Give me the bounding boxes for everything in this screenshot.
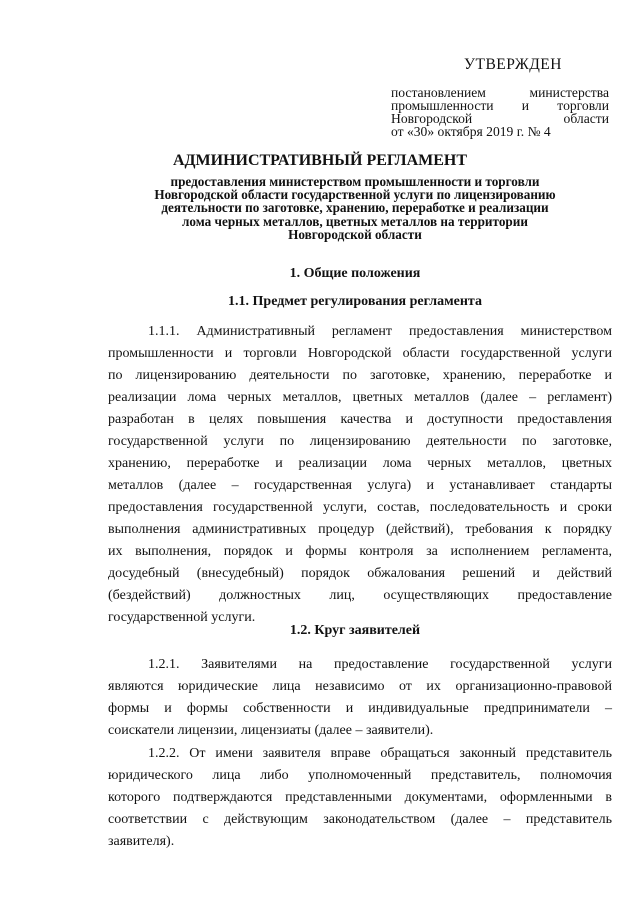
approval-line: Новгородской области <box>391 111 609 126</box>
paragraph-line: соискатели лицензии, лицензиаты (далее – заявители). <box>108 723 434 738</box>
subtitle-line: предоставления министерством промышленности и торговли <box>170 174 540 189</box>
paragraph-line: 1.2.1. Заявителями на предоставление государственной услуги <box>148 657 612 672</box>
paragraph-line: предоставления государственной услуги, состав, последовательность и сроки <box>108 500 612 515</box>
paragraph-line: промышленности и торговли Новгородской области государственной услуги <box>108 346 612 361</box>
paragraph-line: формы и формы собственности и индивидуальные предприниматели – <box>108 701 612 716</box>
approval-line: от «30» октября 2019 г. № 4 <box>391 124 551 139</box>
subtitle-line: деятельности по заготовке, хранению, переработке и реализации <box>161 200 549 216</box>
paragraph-1-2-1 <box>108 654 612 742</box>
paragraph-line: юридического лица либо уполномоченный представитель, полномочия <box>108 768 612 783</box>
paragraph-line: заявителя). <box>108 834 175 849</box>
approval-line: промышленности и торговли <box>391 98 609 113</box>
section-heading-applicants: 1.2. Круг заявителей <box>289 623 421 638</box>
subtitle-line: Новгородской области <box>288 226 422 242</box>
paragraph-line: являются юридические лица независимо от их организационно-правовой <box>108 679 612 694</box>
section-heading-general: 1. Общие положения <box>289 266 421 281</box>
paragraph-line: их выполнения, порядок и формы контроля за исполнением регламента, <box>108 544 612 559</box>
paragraph-line: которого подтверждаются представленными документами, оформленными в <box>108 790 612 805</box>
paragraph-1-2-2 <box>108 743 612 853</box>
paragraph-line: выполнения административных процедур (действий), требования к порядку <box>108 522 612 537</box>
subtitle-line: Новгородской области государственной услуги по лицензированию <box>154 187 556 203</box>
paragraph-line: 1.1.1. Административный регламент предоставления министерством <box>148 324 612 339</box>
paragraph-line: металлов (далее – государственная услуга) и устанавливает стандарты <box>108 478 612 493</box>
approval-line: постановлением министерства <box>391 85 609 100</box>
paragraph-line: 1.2.2. От имени заявителя вправе обращаться законный представитель <box>148 746 612 761</box>
paragraph-line: досудебный (внесудебный) порядок обжалования решений и действий <box>108 566 612 581</box>
paragraph-line: разработан в целях повышения качества и доступности предоставления <box>108 412 612 427</box>
paragraph-line: хранению, переработке и реализации лома черных металлов, цветных <box>108 456 612 471</box>
paragraph-1-1-1 <box>108 321 612 629</box>
approval-title: УТВЕРЖДЕН <box>464 56 562 73</box>
approval-stamp-block <box>391 56 609 138</box>
paragraph-line: (бездействий) должностных лиц, осуществляющих предоставление <box>108 588 612 603</box>
subtitle-line: лома черных металлов, цветных металлов на территории <box>182 213 528 229</box>
document-title: АДМИНИСТРАТИВНЫЙ РЕГЛАМЕНТ <box>172 152 468 169</box>
document-subtitle <box>110 175 600 241</box>
paragraph-line: государственной услуги. <box>108 610 256 625</box>
paragraph-line: соответствии с действующим законодательством (далее – представитель <box>108 812 612 827</box>
paragraph-line: по лицензированию деятельности по заготовке, хранению, переработке и <box>108 368 612 383</box>
paragraph-line: государственной услуги по лицензированию деятельности по заготовке, <box>108 434 612 449</box>
section-heading-subject: 1.1. Предмет регулирования регламента <box>228 294 482 309</box>
paragraph-line: реализации лома черных металлов, цветных металлов (далее – регламент) <box>108 390 612 405</box>
